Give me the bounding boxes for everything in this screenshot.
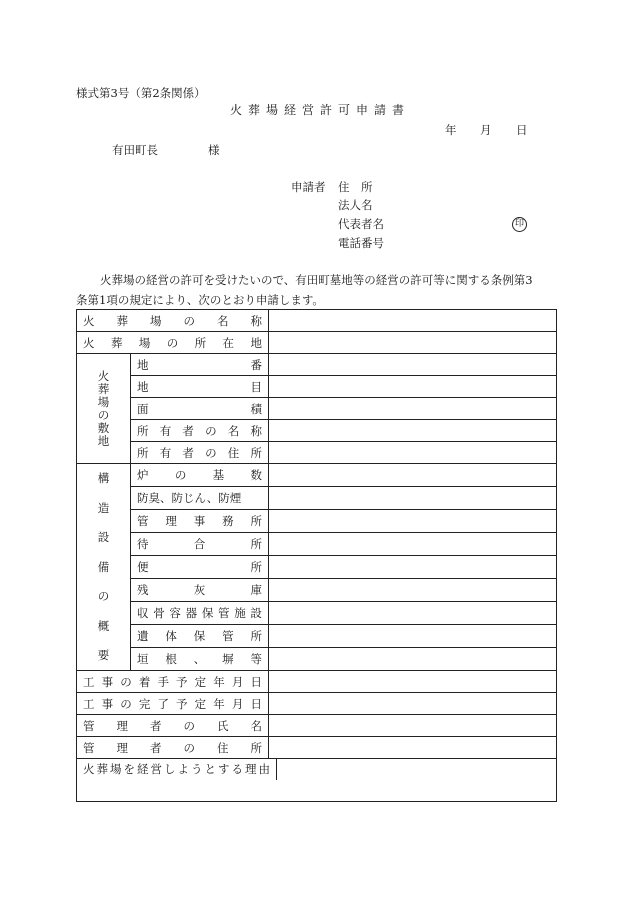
struct_group-char: の bbox=[97, 589, 110, 603]
struct-row-4-char: 所 bbox=[250, 560, 262, 574]
site-row-0-char: 地 bbox=[137, 357, 149, 372]
site-row-4-char: の bbox=[205, 445, 217, 460]
site_group-char: 葬 bbox=[97, 381, 110, 396]
input-site-owner-name[interactable] bbox=[269, 420, 557, 442]
location-char: 葬 bbox=[110, 335, 123, 350]
table-row-struct-7 bbox=[77, 602, 557, 625]
end_date-char: 定 bbox=[194, 696, 207, 711]
struct-row-0-char: 数 bbox=[250, 468, 262, 482]
site_group-char: 敷 bbox=[97, 420, 110, 435]
start_date-char: 工 bbox=[83, 674, 95, 689]
name-char: 場 bbox=[150, 313, 162, 328]
input-end-date[interactable] bbox=[269, 693, 557, 715]
table-row-site-1 bbox=[77, 354, 557, 376]
site-row-4-char: 住 bbox=[227, 445, 240, 460]
struct_group-char: 要 bbox=[97, 648, 110, 662]
end_date-char: の bbox=[120, 696, 132, 711]
struct-row-6-char: 保 bbox=[201, 606, 214, 620]
end_date-char: 事 bbox=[101, 696, 114, 711]
table-row-site-2 bbox=[77, 376, 557, 398]
label-odor-dust-smoke bbox=[131, 487, 269, 510]
label-site-area bbox=[131, 398, 269, 420]
seal-mark: 印 bbox=[512, 217, 527, 232]
location-char: の bbox=[166, 335, 179, 350]
form-number: 様式第3号（第2条関係） bbox=[76, 86, 206, 100]
struct-row-7-char: 管 bbox=[222, 629, 234, 643]
input-toilet[interactable] bbox=[269, 556, 557, 579]
manager_name-char: 管 bbox=[83, 718, 95, 733]
end_date-char: 完 bbox=[138, 696, 151, 711]
struct-row-5-char: 残 bbox=[137, 583, 149, 597]
manager_address-char: 理 bbox=[116, 740, 128, 755]
table-row-struct-3 bbox=[77, 510, 557, 533]
applicant-phone-label: 電話番号 bbox=[338, 236, 384, 250]
site-row-2-char: 面 bbox=[137, 401, 149, 416]
input-site-land-category[interactable] bbox=[269, 376, 557, 398]
label-body-storage bbox=[131, 625, 269, 648]
table-row-name bbox=[77, 310, 557, 332]
input-ash-storage[interactable] bbox=[269, 579, 557, 602]
table-row-reason-blank bbox=[77, 780, 557, 802]
label-fence bbox=[131, 648, 269, 671]
input-site-lot-number[interactable] bbox=[269, 354, 557, 376]
struct-row-2-char: 管 bbox=[137, 514, 149, 528]
start_date-char: 定 bbox=[194, 674, 207, 689]
site-row-3-char: 名 bbox=[227, 423, 240, 438]
label-reason bbox=[77, 759, 557, 781]
start_date-char: 月 bbox=[231, 674, 244, 689]
struct-row-5-char: 灰 bbox=[193, 583, 206, 597]
manager_address-char: 管 bbox=[83, 740, 95, 755]
label-facility-name bbox=[77, 310, 269, 332]
intro-paragraph bbox=[76, 270, 556, 310]
struct-row-6-char: 設 bbox=[250, 606, 262, 620]
struct-row-6-char: 骨 bbox=[153, 606, 165, 620]
input-management-office[interactable] bbox=[269, 510, 557, 533]
struct-row-8-char: 、 bbox=[193, 652, 206, 666]
struct-row-6-char: 管 bbox=[218, 606, 230, 620]
input-furnace-count[interactable] bbox=[269, 464, 557, 487]
location-char: 場 bbox=[138, 335, 151, 350]
table-row-start-date bbox=[77, 671, 557, 693]
name-char: 火 bbox=[83, 313, 95, 328]
label-manager-name bbox=[77, 715, 269, 737]
start_date-char: 事 bbox=[101, 674, 114, 689]
table-row-site-5 bbox=[77, 442, 557, 464]
struct_group-char: 設 bbox=[97, 530, 110, 544]
struct-row-8-char: 塀 bbox=[222, 652, 234, 666]
table-row-end-date bbox=[77, 693, 557, 715]
location-char: 所 bbox=[194, 335, 207, 350]
site_group-char: 火 bbox=[97, 368, 110, 383]
input-start-date[interactable] bbox=[269, 671, 557, 693]
label-management-office bbox=[131, 510, 269, 533]
label-structure-group bbox=[77, 464, 131, 671]
struct_group-char: 造 bbox=[97, 500, 110, 515]
start_date-char: 手 bbox=[157, 674, 169, 689]
table-row-struct-2 bbox=[77, 487, 557, 510]
start_date-char: 年 bbox=[213, 674, 225, 689]
site-row-3-char: 者 bbox=[182, 423, 194, 438]
struct-row-0-char: の bbox=[174, 468, 187, 482]
date-year-label: 年 bbox=[445, 123, 457, 137]
label-waiting-room bbox=[131, 533, 269, 556]
input-odor-dust-smoke[interactable] bbox=[269, 487, 557, 510]
reason-label-text: 火葬場を経営しようとする理由 bbox=[83, 759, 277, 780]
site-row-1-char: 目 bbox=[250, 379, 262, 394]
addressee: 有田町長 bbox=[112, 143, 158, 157]
struct_group-char: 備 bbox=[97, 559, 110, 574]
manager_name-char: 名 bbox=[250, 718, 262, 733]
table-row-location bbox=[77, 332, 557, 354]
struct-row-0-char: 炉 bbox=[137, 468, 149, 482]
site-row-3-char: 有 bbox=[159, 423, 172, 438]
end_date-char: 工 bbox=[83, 696, 95, 711]
end_date-char: 月 bbox=[231, 696, 244, 711]
table-row-site-3 bbox=[77, 398, 557, 420]
input-fence[interactable] bbox=[269, 648, 557, 671]
manager_address-char: 者 bbox=[150, 740, 162, 755]
manager_name-char: 理 bbox=[116, 718, 128, 733]
input-manager-name[interactable] bbox=[269, 715, 557, 737]
label-start-date bbox=[77, 671, 269, 693]
manager_name-char: の bbox=[183, 718, 195, 733]
intro-line-2: 条第1項の規定により、次のとおり申請します。 bbox=[76, 293, 324, 307]
struct-row-2-char: 事 bbox=[193, 514, 206, 528]
struct-row-8-char: 等 bbox=[250, 652, 262, 666]
input-facility-location[interactable] bbox=[269, 332, 557, 354]
input-site-owner-address[interactable] bbox=[269, 442, 557, 464]
table-row-struct-4 bbox=[77, 533, 557, 556]
label-manager-address bbox=[77, 737, 269, 759]
table-row-struct-9 bbox=[77, 648, 557, 671]
label-site-owner-name bbox=[131, 420, 269, 442]
table-row-struct-5 bbox=[77, 556, 557, 579]
struct-row-5-char: 庫 bbox=[250, 583, 262, 597]
name-char: 名 bbox=[217, 313, 229, 328]
application-table bbox=[76, 309, 557, 802]
struct-row-2-char: 務 bbox=[222, 514, 234, 528]
label-site-owner-address bbox=[131, 442, 269, 464]
struct-row-3-char: 合 bbox=[193, 537, 206, 551]
location-char: 火 bbox=[83, 335, 95, 350]
date-month-label: 月 bbox=[480, 123, 492, 137]
site-row-4-char: 所 bbox=[250, 445, 262, 460]
struct-row-2-char: 所 bbox=[250, 514, 262, 528]
table-row-struct-6 bbox=[77, 579, 557, 602]
start_date-char: 予 bbox=[176, 674, 188, 689]
label-site-lot-number bbox=[131, 354, 269, 376]
manager_address-char: 所 bbox=[250, 740, 262, 755]
struct-row-2-char: 理 bbox=[165, 514, 177, 528]
input-body-storage[interactable] bbox=[269, 625, 557, 648]
struct-row-3-char: 所 bbox=[250, 537, 262, 551]
label-ash-storage bbox=[131, 579, 269, 602]
struct_group-char: 概 bbox=[97, 618, 110, 633]
struct-row-7-char: 所 bbox=[250, 629, 262, 643]
input-facility-name[interactable] bbox=[269, 310, 557, 332]
label-end-date bbox=[77, 693, 269, 715]
end_date-char: 了 bbox=[157, 696, 169, 711]
struct-row-8-char: 根 bbox=[165, 652, 177, 666]
site-row-4-char: 有 bbox=[159, 445, 172, 460]
table-row-struct-1 bbox=[77, 464, 557, 487]
struct-row-3-char: 待 bbox=[137, 537, 149, 551]
table-row-manager-name bbox=[77, 715, 557, 737]
input-reason[interactable] bbox=[77, 780, 557, 802]
manager_address-char: 住 bbox=[217, 740, 229, 755]
struct-row-0-char: 基 bbox=[212, 468, 225, 482]
start_date-char: の bbox=[120, 674, 132, 689]
document-title: 火葬場経営許可申請書 bbox=[230, 103, 411, 117]
honorific: 様 bbox=[208, 143, 220, 157]
label-furnace-count bbox=[131, 464, 269, 487]
start_date-char: 日 bbox=[250, 674, 262, 689]
site-row-3-char: 所 bbox=[137, 423, 149, 438]
site-row-0-char: 番 bbox=[250, 357, 262, 372]
name-char: 称 bbox=[250, 313, 262, 328]
table-row-reason-label bbox=[77, 759, 557, 781]
applicant-address-label: 住 所 bbox=[338, 180, 373, 194]
site_group-char: 地 bbox=[97, 433, 110, 448]
struct-row-6-char: 器 bbox=[185, 606, 198, 620]
applicant-representative-label: 代表者名 bbox=[338, 217, 384, 231]
table-row-struct-8 bbox=[77, 625, 557, 648]
date-day-label: 日 bbox=[516, 123, 528, 137]
end_date-char: 日 bbox=[250, 696, 262, 711]
input-urn-storage[interactable] bbox=[269, 602, 557, 625]
start_date-char: 着 bbox=[138, 674, 151, 689]
intro-line-1: 火葬場の経営の許可を受けたいので、有田町墓地等の経営の許可等に関する条例第3 bbox=[100, 273, 533, 287]
applicant-label: 申請者 bbox=[291, 180, 326, 194]
site-row-3-char: の bbox=[205, 423, 217, 438]
applicant-corp-name-label: 法人名 bbox=[338, 198, 373, 212]
label-site-land-category bbox=[131, 376, 269, 398]
name-char: の bbox=[183, 313, 195, 328]
struct-row-7-char: 遺 bbox=[137, 629, 149, 643]
struct-row-7-char: 保 bbox=[193, 629, 206, 643]
label-urn-storage bbox=[131, 602, 269, 625]
table-row-site-4 bbox=[77, 420, 557, 442]
manager_name-char: 氏 bbox=[217, 718, 229, 733]
manager_address-char: の bbox=[183, 740, 195, 755]
struct-row-8-char: 垣 bbox=[137, 652, 149, 666]
label-facility-location bbox=[77, 332, 269, 354]
site_group-char: の bbox=[97, 407, 110, 422]
input-manager-address[interactable] bbox=[269, 737, 557, 759]
input-site-area[interactable] bbox=[269, 398, 557, 420]
struct-row-4-char: 便 bbox=[137, 560, 149, 574]
site-row-3-char: 称 bbox=[250, 423, 262, 438]
site_group-char: 場 bbox=[97, 394, 110, 409]
label-site-group bbox=[77, 354, 131, 464]
struct-row-6-char: 容 bbox=[169, 606, 181, 620]
manager_name-char: 者 bbox=[150, 718, 162, 733]
site-row-4-char: 者 bbox=[182, 445, 194, 460]
struct-row-6-char: 収 bbox=[137, 606, 149, 620]
struct-row-7-char: 体 bbox=[165, 629, 177, 643]
struct-row-1-char: 防臭、防じん、防煙 bbox=[137, 491, 242, 505]
site-row-4-char: 所 bbox=[137, 445, 149, 460]
label-toilet bbox=[131, 556, 269, 579]
struct-row-6-char: 施 bbox=[234, 606, 246, 620]
location-char: 在 bbox=[222, 335, 235, 350]
input-waiting-room[interactable] bbox=[269, 533, 557, 556]
struct_group-char: 構 bbox=[97, 471, 110, 485]
location-char: 地 bbox=[250, 335, 262, 350]
end_date-char: 予 bbox=[176, 696, 188, 711]
site-row-1-char: 地 bbox=[137, 379, 149, 394]
end_date-char: 年 bbox=[213, 696, 225, 711]
site-row-2-char: 積 bbox=[250, 401, 262, 416]
table-row-manager-address bbox=[77, 737, 557, 759]
name-char: 葬 bbox=[116, 313, 128, 328]
